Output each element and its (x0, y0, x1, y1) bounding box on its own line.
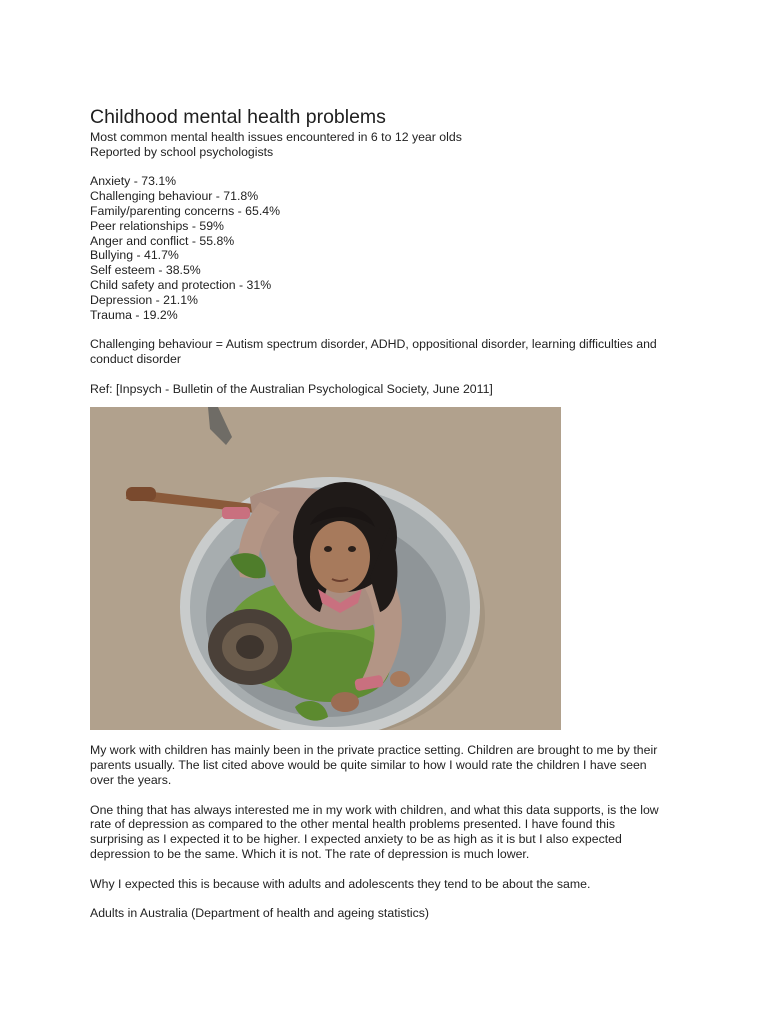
paragraph-1-line: My work with children has mainly been in the private practice setting. Children are brought to me by their (90, 743, 658, 758)
photo-child-in-bowl (90, 407, 561, 730)
list-item: Self esteem - 38.5% (90, 263, 201, 278)
subtitle-line-2: Reported by school psychologists (90, 144, 274, 159)
paragraph-2-line: One thing that has always interested me in my work with children, and what this data supports, is the low (90, 802, 659, 817)
list-item: Family/parenting concerns - 65.4% (90, 203, 281, 218)
paragraph-1-line: parents usually. The list cited above would be quite similar to how I would rate the children I have seen (90, 758, 647, 773)
paragraph-3: Why I expected this is because with adults and adolescents they tend to be about the same. (90, 876, 591, 891)
paragraph-4: Adults in Australia (Department of health and ageing statistics) (90, 906, 430, 921)
list-item: Anxiety - 73.1% (90, 174, 177, 189)
paragraph-2-line: surprising as I expected it to be higher. I expected anxiety to be as high as it is but I also expected (90, 832, 622, 847)
definition-line-1: Challenging behaviour = Autism spectrum disorder, ADHD, oppositional disorder, learning difficulties and (90, 337, 657, 352)
document-page (90, 104, 690, 921)
definition-line-2: conduct disorder (90, 351, 181, 366)
subtitle-line-1: Most common mental health issues encountered in 6 to 12 year olds (90, 130, 462, 144)
paragraph-2-line: rate of depression as compared to the other mental health problems presented. I have found this (90, 817, 615, 832)
list-item: Bullying - 41.7% (90, 248, 179, 263)
list-item: Child safety and protection - 31% (90, 277, 272, 292)
paragraph-1-line: over the years. (90, 772, 172, 787)
list-item: Anger and conflict - 55.8% (90, 233, 235, 248)
list-item: Challenging behaviour - 71.8% (90, 189, 259, 204)
list-item: Peer relationships - 59% (90, 218, 224, 233)
list-item: Trauma - 19.2% (90, 307, 178, 322)
paragraph-2-line: depression to be the same. Which it is not. The rate of depression is much lower. (90, 846, 530, 861)
reference-line: Ref: [Inpsych - Bulletin of the Australian Psychological Society, June 2011] (90, 381, 493, 396)
list-item: Depression - 21.1% (90, 292, 198, 307)
issues-list (90, 174, 690, 322)
page-title: Childhood mental health problems (90, 106, 386, 128)
